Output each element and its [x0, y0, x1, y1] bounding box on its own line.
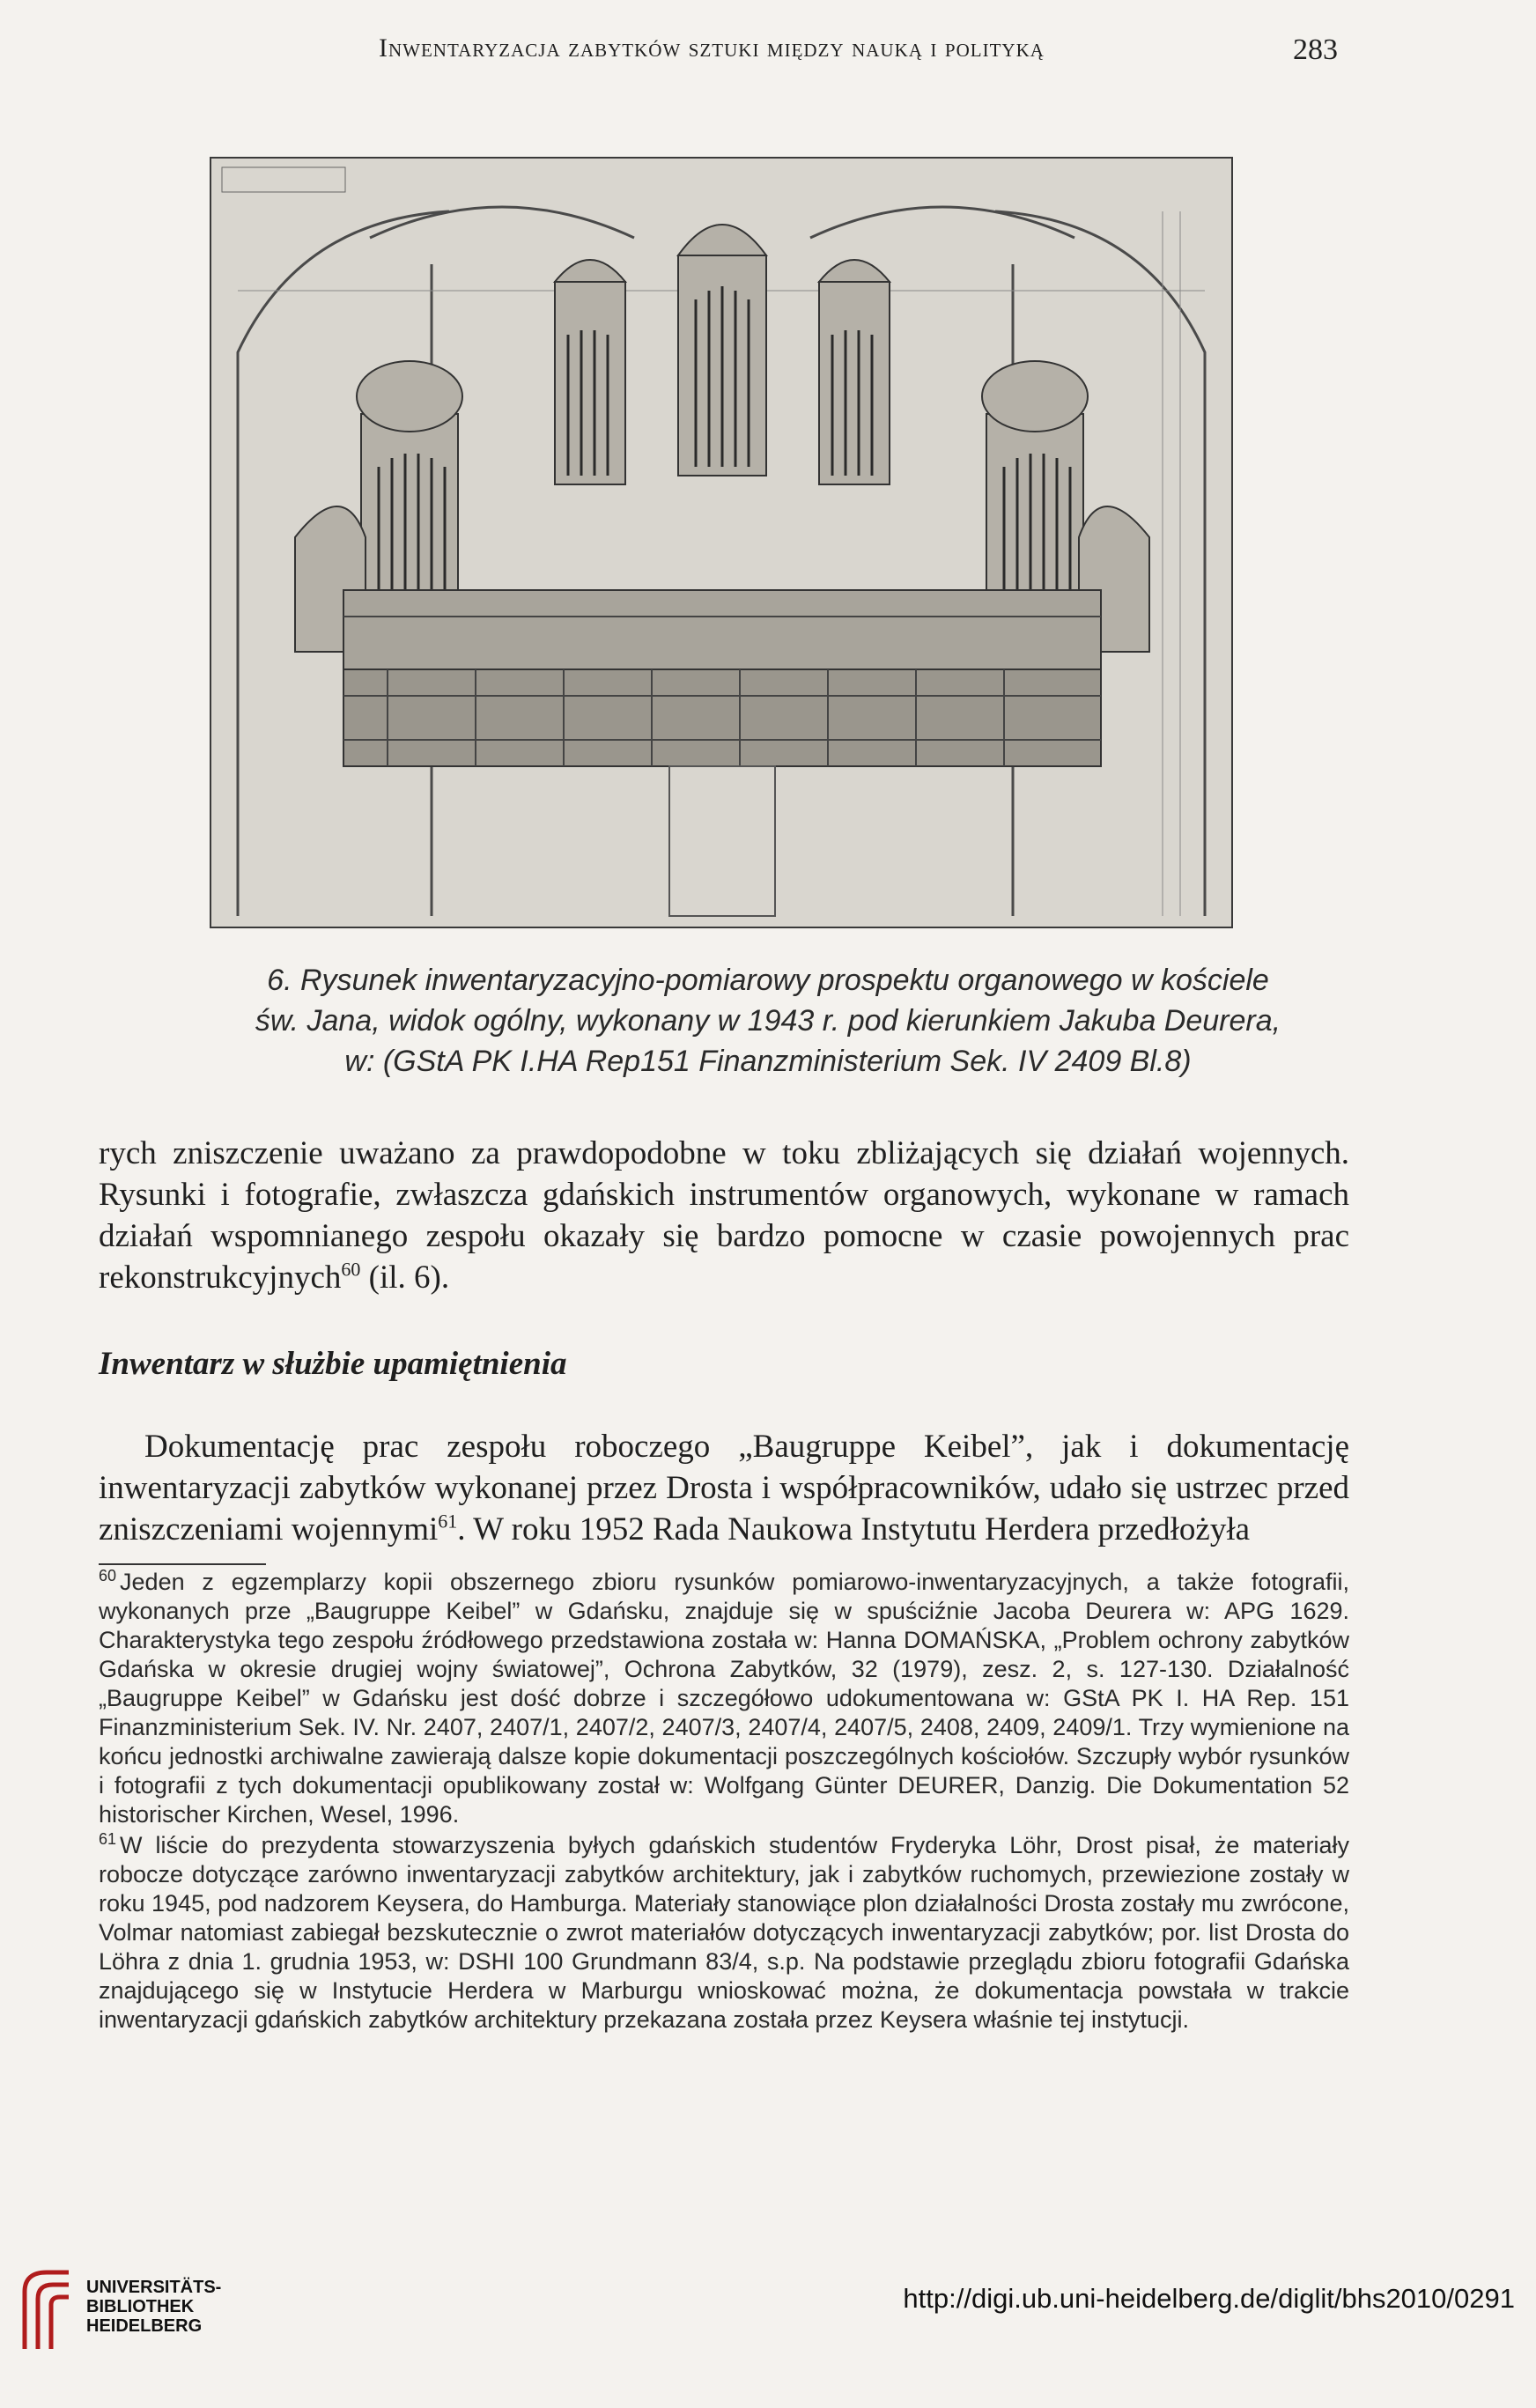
- organ-drawing-image: [211, 159, 1231, 927]
- figure-caption: [141, 960, 1395, 1082]
- footnote-number: 61: [99, 1830, 117, 1848]
- running-head: [0, 33, 1536, 78]
- library-name: [86, 2278, 221, 2336]
- organ-drawing-figure: [210, 157, 1233, 928]
- library-name-line: HEIDELBERG: [86, 2316, 203, 2336]
- library-name-line: UNIVERSITÄTS-: [86, 2278, 222, 2297]
- body-paragraph-continued: [99, 1133, 1349, 1298]
- paragraph-text: Dokumentację prac zespołu roboczego „Baugruppe Keibel”, jak i dokumentację inwentaryzacji zabytków wykonanej przez Drosta i współpracowników, udało się ustrzec przed zniszczeniami wojennymi: [99, 1429, 1349, 1547]
- footnote: [99, 1568, 1349, 1829]
- footnote: [99, 1831, 1349, 2035]
- paragraph-tail: . W roku 1952 Rada Naukowa Instytutu Herdera przedłożyła: [457, 1511, 1251, 1547]
- footnote-text: W liście do prezydenta stowarzyszenia byłych gdańskich studentów Fryderyka Löhr, Drost pisał, że materiały robocze dotyczące zarówno inwentaryzacji zabytków architektury, jak i zabytków ruchomych, przewiezione zostały w roku 1945, pod nadzorem Keysera, do Hamburga. Materiały stanowiące plon działalności Drosta zostały mu zwrócone, Volmar natomiast zabiegał bezskutecznie o zwrot materiałów dotyczących inwentaryzacji zabytków; por. list Drosta do Löhra z dnia 1. grudnia 1953, w: DSHI 100 Grundmann 83/4, s.p. Na podstawie przeglądu zbioru fotografii Gdańska znajdującego się w Instytucie Herdera w Marburgu wnioskować można, że dokumentacja powstała w trakcie inwentaryzacji gdańskich zabytków architektury przekazana została przez Keysera właśnie tej instytucji.: [99, 1832, 1349, 2033]
- paragraph-tail: (il. 6).: [360, 1259, 450, 1296]
- library-logo-icon: [16, 2265, 78, 2353]
- library-name-line: BIBLIOTHEK: [86, 2297, 195, 2316]
- caption-line: w: (GStA PK I.HA Rep151 Finanzministerium Sek. IV 2409 Bl.8): [344, 1045, 1192, 1078]
- footnote-ref: 61: [438, 1510, 458, 1533]
- footnotes: [99, 1568, 1349, 2036]
- footnote-number: 60: [99, 1567, 117, 1584]
- library-logo: [16, 2265, 280, 2353]
- footnote-divider: [99, 1563, 266, 1565]
- footnote-text: Jeden z egzemplarzy kopii obszernego zbioru rysunków pomiarowo-inwentaryzacyjnych, a także fotografii, wykonanych prze „Baugruppe Keibel” w Gdańsku, znajduje się w spuściźnie Jacoba Deurera w: APG 1629. Charakterystyka tego zespołu źródłowego przedstawiona została w: Hanna DOMAŃSKA, „Problem ochrony zabytków Gdańska w okresie drugiej wojny światowej”, Ochrona Zabytków, 32 (1979), zesz. 2, s. 127-130. Działalność „Baugruppe Keibel” w Gdańsku jest dość dobrze i szczegółowo udokumentowana w: GStA PK I. HA Rep. 151 Finanzministerium Sek. IV. Nr. 2407, 2407/1, 2407/2, 2407/3, 2407/4, 2407/5, 2408, 2409, 2409/1. Trzy wymienione na końcu jednostki archiwalne zawierają dalsze kopie dokumentacji poszczególnych kościołów. Szczupły wybór rysunków i fotografii z tych dokumentacji opublikowany został w: Wolfgang Günter DEURER, Danzig. Die Dokumentation 52 historischer Kirchen, Wesel, 1996.: [99, 1569, 1349, 1828]
- running-title: Inwentaryzacja zabytków sztuki między nauką i polityką: [379, 33, 1045, 63]
- body-paragraph: [99, 1426, 1349, 1550]
- footnote-ref: 60: [341, 1258, 361, 1281]
- section-heading: Inwentarz w służbie upamiętnienia: [99, 1346, 567, 1382]
- caption-line: 6. Rysunek inwentaryzacyjno-pomiarowy prospektu organowego w kościele: [267, 964, 1269, 997]
- page-number: 283: [1293, 33, 1338, 66]
- source-url[interactable]: http://digi.ub.uni-heidelberg.de/diglit/bhs2010/0291: [903, 2283, 1515, 2314]
- paragraph-text: rych zniszczenie uważano za prawdopodobne w toku zbliżających się działań wojennych. Rysunki i fotografie, zwłaszcza gdańskich instrumentów organowych, wykonane w ramach działań wspomnianego zespołu okazały się bardzo pomocne w czasie powojennych prac rekonstrukcyjnych: [99, 1135, 1349, 1296]
- caption-line: św. Jana, widok ogólny, wykonany w 1943 r. pod kierunkiem Jakuba Deurera,: [255, 1004, 1281, 1038]
